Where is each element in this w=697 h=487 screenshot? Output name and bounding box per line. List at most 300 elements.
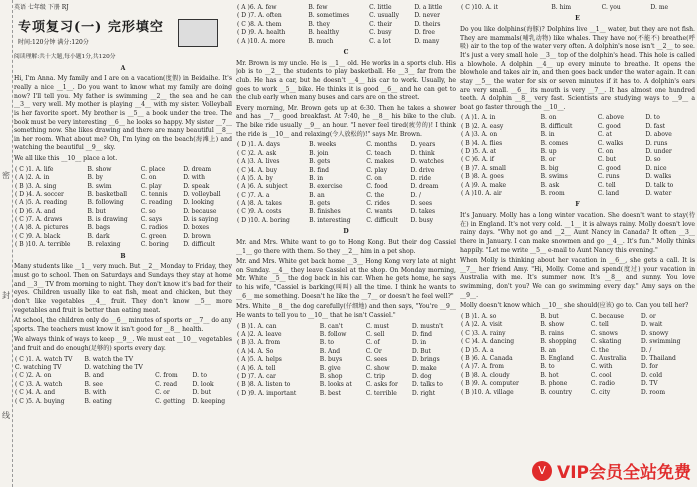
question-option: ( A )5. A. helps bbox=[237, 356, 282, 364]
question-option: ( D )10. A. boring bbox=[237, 216, 290, 224]
option-row bbox=[460, 131, 695, 139]
answer-option: C. at bbox=[597, 131, 612, 139]
vip-watermark bbox=[532, 458, 691, 483]
answer-option: B. they bbox=[308, 20, 330, 28]
answer-option: D. walks bbox=[645, 173, 672, 181]
option-row bbox=[14, 183, 232, 191]
answer-option: C. difficult bbox=[366, 216, 398, 224]
option-row bbox=[236, 12, 456, 20]
passage-paragraph: We always think of ways to keep __9__. We must eat __10__ vegetables and fruit and do enough(足够的) sports every day. bbox=[14, 336, 232, 353]
options-d-cont bbox=[460, 4, 695, 12]
answer-option: B. weeks bbox=[309, 141, 337, 149]
answer-option: B. to bbox=[540, 363, 555, 371]
time-score: 时间:120分钟 满分:120分 bbox=[18, 38, 89, 46]
passage-a bbox=[14, 75, 232, 163]
answer-option: B. England bbox=[540, 354, 574, 362]
answer-option: B. exercise bbox=[309, 183, 343, 191]
passage-paragraph: Molly doesn't know which __10__ she should(应该) go to. Can you tell her? bbox=[460, 302, 689, 310]
question-option: ( A )6. A. few bbox=[237, 4, 277, 11]
option-row bbox=[14, 364, 232, 372]
answer-option: D. takes bbox=[410, 208, 436, 216]
question-option: ( C )9. A. costs bbox=[237, 208, 282, 216]
answer-option: C. sees bbox=[365, 356, 388, 364]
options-b-cont bbox=[236, 4, 456, 46]
option-row bbox=[14, 241, 232, 249]
answer-option: B. but bbox=[87, 207, 106, 215]
passage-paragraph: Every morning, Mr. Brown gets up at 6:30. Then he takes a shower and has __7__ good breakfast. At 7:40, he __8__ his bike to the club. The bike ride usually __9__ an hour. "I never feel tired(疲劳的)! I think the ride is __10__ and relaxing(令人放松的)!" says Mr. Brown. bbox=[236, 104, 456, 138]
answer-option: B. is drawing bbox=[87, 216, 128, 224]
answer-option: B. big bbox=[540, 164, 559, 172]
stamp-image bbox=[178, 19, 218, 47]
answer-option: D. looking bbox=[183, 199, 215, 207]
answer-option: D. drive bbox=[410, 166, 435, 174]
answer-option: D. look bbox=[192, 380, 214, 388]
answer-option: B. country bbox=[540, 388, 572, 396]
answer-option: D. / bbox=[410, 191, 421, 199]
answer-option: C. food bbox=[366, 183, 388, 191]
question-option: ( C )9. A. black bbox=[15, 232, 61, 240]
answer-option: C. above bbox=[597, 114, 624, 122]
question-option: ( B )8. A. listen to bbox=[237, 381, 291, 389]
question-option: ( C )3. A. watch bbox=[15, 380, 63, 388]
option-row bbox=[236, 183, 456, 191]
answer-option: B. buys bbox=[319, 356, 343, 364]
answer-option: B. in bbox=[309, 174, 324, 182]
option-row bbox=[236, 150, 456, 158]
option-row bbox=[236, 167, 456, 175]
option-row bbox=[460, 156, 695, 164]
answer-option: C. reading bbox=[140, 199, 173, 207]
question-option: ( D )7. A. often bbox=[237, 12, 282, 20]
answer-option: D. keeping bbox=[192, 397, 226, 405]
question-option: ( A )6. A. subject bbox=[237, 183, 288, 191]
answer-option: B. following bbox=[87, 199, 124, 207]
answer-option: D. theirs bbox=[414, 20, 441, 28]
question-option: ( C )7. A. a bbox=[237, 191, 270, 199]
option-row bbox=[460, 190, 695, 198]
binding-char: 密 bbox=[2, 171, 10, 180]
answer-option: B. much bbox=[308, 37, 334, 45]
question-option: ( A )7. A. from bbox=[461, 363, 504, 371]
vip-crown-icon: V bbox=[532, 461, 552, 481]
answer-option: D. boxes bbox=[183, 224, 210, 232]
question-option: ( C )1. A. watch TV bbox=[15, 355, 73, 363]
options-e bbox=[460, 114, 695, 198]
passage-paragraph: When Molly is thinking about her vacation in __6__, she gets a call. It is __7__ her friend Amy. "Hi, Molly. Come and spend(度过) your vacation in Australia with me. It's summer now. It's __8__ and sunny. You love swimming, don't you? We can go swimming every day." Amy says on the __9__. bbox=[460, 257, 695, 299]
answer-option: D. free bbox=[414, 29, 435, 37]
passage-label: B bbox=[120, 252, 126, 260]
answer-option: C. play bbox=[140, 182, 162, 190]
answer-option: D. many bbox=[414, 37, 440, 45]
answer-option: C. runs bbox=[597, 173, 620, 181]
answer-option: B. in bbox=[540, 131, 555, 139]
column-right bbox=[460, 0, 695, 487]
answer-option: C. their bbox=[369, 20, 392, 28]
answer-option: C. the bbox=[366, 191, 385, 199]
answer-option: C. tell bbox=[597, 181, 616, 189]
answer-option: B. with bbox=[84, 389, 107, 397]
answer-option: D. to bbox=[192, 372, 207, 380]
answer-option: B. eating bbox=[84, 397, 112, 405]
watermark-text: VIP会员全站免费 bbox=[557, 463, 691, 483]
question-option: ( C )7. A. draws bbox=[15, 216, 63, 224]
answer-option: B. bags bbox=[87, 224, 111, 232]
options-f bbox=[460, 313, 695, 397]
answer-option: C. tennis bbox=[140, 190, 168, 198]
option-row bbox=[236, 158, 456, 166]
answer-option: D. dog bbox=[411, 373, 432, 381]
binding-margin bbox=[0, 0, 13, 487]
option-row bbox=[236, 200, 456, 208]
options-b bbox=[14, 356, 232, 406]
answer-option: C. Australia bbox=[590, 354, 627, 362]
option-row bbox=[14, 356, 232, 364]
passage-paragraph: Hi, I'm Anna. My family and I are on a vacation(度假) in Beidaihe. It's really a nice __1__. Do you want to know what my family are doing now? I'll tell you. My father is swimming __2__ the sea and he can __3__ very well. My mother is playing __4__ with my sister. Volleyball is her favorite sport. My brother is __5__ a book under the tree. The book must be very interesting __6__ he looks so happy. My sister __7__ something now. She likes drawing and there are many beautiful __8__ in her room. What about me? Oh, I'm lying on the beach(海滩上) and watching the beautiful __9__ sky. bbox=[14, 75, 232, 152]
answer-option: C. so bbox=[140, 207, 156, 215]
option-row bbox=[236, 365, 456, 373]
option-row bbox=[236, 141, 456, 149]
answer-option: B. shop bbox=[319, 373, 343, 381]
answer-option: C. skating bbox=[590, 338, 622, 346]
answer-option: D. make bbox=[411, 364, 437, 372]
options-c bbox=[236, 141, 456, 225]
answer-option: C. terrible bbox=[365, 389, 397, 397]
answer-option: D. speak bbox=[183, 182, 210, 190]
passage-label: A bbox=[120, 64, 126, 72]
answer-option: B. an bbox=[540, 346, 557, 354]
answer-option: D. room bbox=[640, 388, 666, 396]
answer-option: B. few bbox=[308, 4, 328, 11]
answer-option: D. dream bbox=[410, 183, 439, 191]
answer-option: C. snows bbox=[590, 329, 618, 337]
option-row bbox=[236, 381, 456, 389]
answer-option: B. interesting bbox=[309, 216, 351, 224]
answer-option: D. Thailand bbox=[640, 354, 676, 362]
answer-option: D. volleyball bbox=[183, 190, 221, 198]
option-row bbox=[14, 166, 232, 174]
option-row bbox=[236, 38, 456, 46]
answer-option: B. And bbox=[319, 347, 341, 355]
question-option: ( A )10. A. air bbox=[461, 189, 502, 197]
option-row bbox=[460, 330, 695, 338]
option-row bbox=[460, 363, 695, 371]
answer-option: C. good bbox=[597, 164, 621, 172]
answer-option: C. but bbox=[597, 156, 617, 164]
option-row bbox=[236, 208, 456, 216]
answer-option: D. fast bbox=[645, 122, 666, 130]
passage-paragraph: Mr. and Mrs. White want to go to Hong Kong. But their dog Cassiel __1__ go there with them. So they __2__ him in a pet shop. bbox=[236, 238, 456, 255]
answer-option: D. brown bbox=[183, 232, 211, 240]
passage-c bbox=[236, 60, 456, 140]
option-row bbox=[236, 373, 456, 381]
question-option: ( D )5. A. a bbox=[461, 346, 494, 354]
passage-paragraph: Mr. and Mrs. White get back home __3__ Hong Kong very late at night on Sunday. __4__ they leave Cassiel at the shop. On Monday morning, Mr. White __5__ the dog back in his car. When he gets home, he says to his wife, "Cassiel is barking(叫叫) all the time. I think he wants to __6__ me something. Doesn't he like the __7__ or doesn't he feel well?" bbox=[236, 258, 456, 300]
answer-option: C. land bbox=[597, 189, 620, 197]
answer-option: B. swim bbox=[87, 182, 112, 190]
answer-option: B. difficult bbox=[540, 122, 573, 130]
answer-option: D. talk to bbox=[645, 181, 674, 189]
answer-option: C. a lot bbox=[369, 37, 391, 45]
option-row bbox=[14, 216, 232, 224]
answer-option: D. but bbox=[192, 389, 212, 397]
answer-option: D. me bbox=[650, 4, 669, 11]
answer-option: B. gets bbox=[309, 158, 331, 166]
answer-option: D. right bbox=[411, 389, 436, 397]
answer-option: C. sell bbox=[365, 331, 385, 339]
answer-option: C. trip bbox=[365, 373, 385, 381]
option-row bbox=[14, 389, 232, 397]
question-option: ( A )4. A. So bbox=[237, 347, 274, 355]
question-option: ( C )2. A. on bbox=[15, 372, 52, 380]
answer-option: C. place bbox=[140, 165, 166, 173]
answer-option: B. healthy bbox=[308, 29, 340, 37]
question-option: ( D )9. A. health bbox=[237, 29, 286, 37]
question-option: ( D )9. A. important bbox=[237, 389, 297, 397]
answer-option: D. or bbox=[640, 313, 656, 321]
answer-option: C. makes bbox=[366, 158, 394, 166]
answer-option: C. on bbox=[366, 174, 382, 182]
question-option: C. watching TV bbox=[15, 364, 62, 372]
answer-option: D. brings bbox=[411, 356, 440, 364]
option-row bbox=[236, 217, 456, 225]
answer-option: C. play bbox=[366, 166, 388, 174]
question-option: ( B )9. A. computer bbox=[461, 380, 519, 388]
options-d bbox=[236, 323, 456, 399]
answer-option: B. or bbox=[540, 156, 556, 164]
answer-option: C. from bbox=[155, 372, 178, 380]
question-option: ( D )5. A. at bbox=[461, 148, 497, 155]
answer-option: D. mustn't bbox=[411, 322, 444, 330]
passage-e bbox=[460, 26, 695, 112]
answer-option: D. to bbox=[645, 114, 660, 122]
answer-option: D. is saying bbox=[183, 216, 219, 224]
passage-paragraph: Mr. Brown is my uncle. He is __1__ old. He works in a sports club. His job is to __2__ the students to play basketball. He __3__ far from the club. He has a car, but he doesn't __4__ his car to work. Usually, he goes to work __5__ bike. He thinks it is good __6__ and he can get to the club early when many buses and cars are on the street. bbox=[236, 59, 456, 102]
question-option: ( A )1. A. in bbox=[461, 114, 496, 122]
column-left bbox=[14, 0, 232, 487]
answer-option: D. wait bbox=[640, 321, 663, 329]
question-option: ( B )7. A. small bbox=[461, 164, 506, 172]
option-row bbox=[14, 381, 232, 389]
answer-option: C. tell bbox=[590, 321, 609, 329]
question-option: ( C )6. A. if bbox=[461, 156, 495, 164]
answer-option: D. with bbox=[183, 174, 205, 182]
passage-d bbox=[236, 239, 456, 321]
question-option: ( B )10. A. village bbox=[461, 388, 514, 396]
option-row bbox=[460, 389, 695, 397]
answer-option: B. gets bbox=[309, 200, 331, 208]
answer-option: B. to bbox=[319, 339, 335, 347]
answer-option: D. for bbox=[640, 363, 659, 371]
option-row bbox=[14, 398, 232, 406]
answer-option: B. sometimes bbox=[308, 12, 350, 20]
option-row bbox=[460, 173, 695, 181]
answer-option: D. above bbox=[645, 131, 672, 139]
answer-option: B. looks at bbox=[319, 381, 352, 389]
answer-option: D. But bbox=[411, 347, 431, 355]
answer-option: C. months bbox=[366, 141, 397, 149]
title-box bbox=[18, 19, 232, 48]
question-option: ( B )8. A. goes bbox=[461, 173, 504, 181]
option-row bbox=[460, 148, 695, 156]
question-option: ( D )6. A. and bbox=[15, 207, 56, 215]
answer-option: B. give bbox=[319, 364, 341, 372]
question-option: ( A )5. A. by bbox=[237, 174, 273, 182]
answer-option: B. but bbox=[540, 313, 559, 321]
answer-option: B. an bbox=[309, 191, 325, 199]
answer-option: D. / bbox=[640, 346, 652, 354]
answer-option: D. dream bbox=[183, 165, 212, 173]
answer-option: B. shopping bbox=[540, 338, 577, 346]
answer-option: B. rains bbox=[540, 329, 564, 337]
answer-option: B. up bbox=[540, 148, 557, 155]
passage-paragraph: It's January. Molly has a long winter vacation. She doesn't want to stay(待在) in England. It's not very cold. __1__ it is always rainy. Molly doesn't love rainy days. "Why not go and __2__ Aunt Nancy in Canada? It often __3__ there in January. I can make snowmen and go __4__. It's fun." Molly thinks happily. "Let me write __5__ e-mail to Aunt Nancy this evening." bbox=[460, 211, 695, 254]
passage-paragraph: Mrs. White __8__ the dog carefully(仔细地) and then says, "You're __9__ He wants to tell you to __10__ that he isn't Cassiel." bbox=[236, 303, 456, 320]
option-row bbox=[460, 123, 695, 131]
question-option: ( C )2. A. ask bbox=[237, 149, 277, 157]
answer-option: B. find bbox=[309, 166, 329, 174]
answer-option: C. the bbox=[590, 346, 609, 354]
answer-option: B. ask bbox=[540, 181, 560, 189]
question-option: ( B )3. A. from bbox=[237, 339, 281, 347]
option-row bbox=[236, 323, 456, 331]
answer-option: C. asks for bbox=[365, 381, 398, 389]
answer-option: C. little bbox=[369, 4, 392, 11]
answer-option: C. busy bbox=[369, 29, 392, 37]
answer-option: D. years bbox=[410, 141, 436, 149]
passage-label: D bbox=[343, 228, 349, 236]
option-row bbox=[236, 356, 456, 364]
answer-option: C. usually bbox=[369, 12, 399, 20]
answer-option: B. show bbox=[540, 321, 565, 329]
option-row bbox=[236, 21, 456, 29]
answer-option: C. says bbox=[140, 216, 163, 224]
answer-option: C. boring bbox=[140, 241, 169, 249]
answer-option: D. nice bbox=[645, 164, 667, 172]
passage-label: E bbox=[575, 15, 580, 23]
answer-option: C. rides bbox=[366, 200, 390, 208]
answer-option: B. room bbox=[540, 189, 565, 197]
answer-option: D. difficult bbox=[183, 241, 216, 249]
answer-option: D. swimming bbox=[640, 338, 681, 346]
answer-option: D. think bbox=[410, 149, 435, 157]
option-row bbox=[236, 175, 456, 183]
option-row bbox=[236, 192, 456, 200]
answer-option: C. Or bbox=[365, 347, 382, 355]
answer-option: D. ride bbox=[410, 174, 432, 182]
answer-option: D. talks to bbox=[411, 381, 443, 389]
answer-option: C. radios bbox=[140, 224, 168, 232]
option-row bbox=[236, 390, 456, 398]
answer-option: D. watching the TV bbox=[84, 364, 143, 372]
passage-label: F bbox=[575, 201, 580, 209]
answer-option: D. snowy bbox=[640, 329, 669, 337]
answer-option: C. teach bbox=[366, 149, 392, 157]
question-option: ( A )10. A. more bbox=[237, 37, 286, 45]
answer-option: C. cool bbox=[590, 371, 612, 379]
binding-char: 线 bbox=[2, 411, 10, 420]
instructions: 阅读理解:共十大题,每小题1分,共120分 bbox=[14, 54, 116, 61]
answer-option: B. swims bbox=[540, 173, 568, 181]
question-option: ( C )1. A. life bbox=[15, 165, 54, 173]
question-option: ( A )9. A. make bbox=[461, 181, 507, 189]
option-row bbox=[460, 182, 695, 190]
answer-option: B. phone bbox=[540, 380, 568, 388]
answer-option: C. read bbox=[155, 380, 178, 388]
answer-option: ( C )10. A. it bbox=[461, 4, 499, 11]
answer-option: B. watch the TV bbox=[84, 355, 134, 363]
question-option: ( A )2. A. leave bbox=[237, 331, 282, 339]
answer-option: D. never bbox=[414, 12, 440, 20]
question-option: ( A )3. A. on bbox=[461, 131, 498, 139]
answer-option: D. sees bbox=[410, 200, 433, 208]
question-option: ( B )4. A. flies bbox=[461, 139, 503, 147]
answer-option: C. show bbox=[365, 364, 390, 372]
answer-option: C. city bbox=[590, 388, 611, 396]
passage-paragraph: At school, the children only do __6__ minutes of sports or __7__ do any sports. The teachers must know it isn't good for __8__ health. bbox=[14, 317, 232, 333]
answer-option: D. a little bbox=[414, 4, 443, 11]
answer-option: D. water bbox=[645, 189, 672, 197]
option-row bbox=[460, 313, 695, 321]
answer-option: C. green bbox=[140, 232, 167, 240]
answer-option: B. finishes bbox=[309, 208, 341, 216]
option-row bbox=[460, 380, 695, 388]
question-option: ( D )1. A. days bbox=[237, 141, 280, 149]
answer-option: B. best bbox=[319, 389, 341, 397]
answer-option: C. wants bbox=[366, 208, 393, 216]
question-option: ( C )4. A. buy bbox=[237, 166, 277, 174]
answer-option: B. follow bbox=[319, 331, 347, 339]
page-title: 专项复习(一) 完形填空 bbox=[18, 19, 164, 35]
question-option: ( B )10. A. terrible bbox=[15, 241, 71, 249]
answer-option: B. by bbox=[87, 174, 103, 182]
answer-option: B. basketball bbox=[87, 190, 128, 198]
option-row bbox=[14, 224, 232, 232]
question-option: ( B )1. A. can bbox=[237, 322, 277, 330]
passage-paragraph: We all like this __10__ place a lot. bbox=[14, 155, 118, 163]
question-option: ( C )8. A. them bbox=[237, 20, 282, 28]
question-option: ( B )6. A. Canada bbox=[461, 354, 513, 362]
answer-option: C. because bbox=[590, 313, 624, 321]
question-option: ( C )3. A. rainy bbox=[461, 329, 506, 337]
option-row bbox=[460, 4, 695, 12]
answer-option: D. because bbox=[183, 207, 217, 215]
option-row bbox=[14, 208, 232, 216]
question-option: ( D )7. A. car bbox=[237, 373, 276, 381]
option-row bbox=[460, 140, 695, 148]
answer-option: D. watches bbox=[410, 158, 444, 166]
question-option: ( C )4. A. and bbox=[15, 389, 56, 397]
question-option: ( A )8. A. takes bbox=[237, 200, 282, 208]
option-row bbox=[14, 233, 232, 241]
answer-option: D. runs bbox=[645, 139, 668, 147]
option-row bbox=[236, 4, 456, 12]
question-option: ( C )5. A. buying bbox=[15, 397, 65, 405]
answer-option: C. you bbox=[601, 4, 621, 11]
passage-paragraph: Do you like dolphins(海豚)? Dolphins live __1__ water, but they are not fish. They are mammals(哺乳动物) like whales. They have no(不能不) breathe(呼吸) air to the top of the water very often. A dolphin's nose isn't __2__ to see. It's just a very small hole __3__ top of the dolphin's head. This hole is called a blowhole. A dolphin __4__ up every minute to breathe. It opens the blowhole and takes air in, and then goes back under the water again. It can stay __5__ the water for six or seven minutes if it has to. A dolphin's ears are very small. __6__ its mouth is very __7__. It has almost one hundred teeth. A dolphin __8__ very fast. Scientists are studying ways to __9__ a boat go faster through the __10__. bbox=[460, 26, 695, 111]
column-middle bbox=[236, 0, 456, 487]
option-row bbox=[14, 191, 232, 199]
option-row bbox=[460, 347, 695, 355]
question-option: ( C )4. A. dancing bbox=[461, 338, 515, 346]
answer-option: B. hot bbox=[540, 371, 559, 379]
answer-option: C. walks bbox=[597, 139, 624, 147]
answer-option: B. see bbox=[84, 380, 103, 388]
option-row bbox=[460, 114, 695, 122]
question-option: ( B )2. A. easy bbox=[461, 122, 504, 130]
question-option: ( A )2. A. in bbox=[15, 174, 50, 182]
option-row bbox=[460, 165, 695, 173]
answer-option: C. good bbox=[597, 122, 621, 130]
